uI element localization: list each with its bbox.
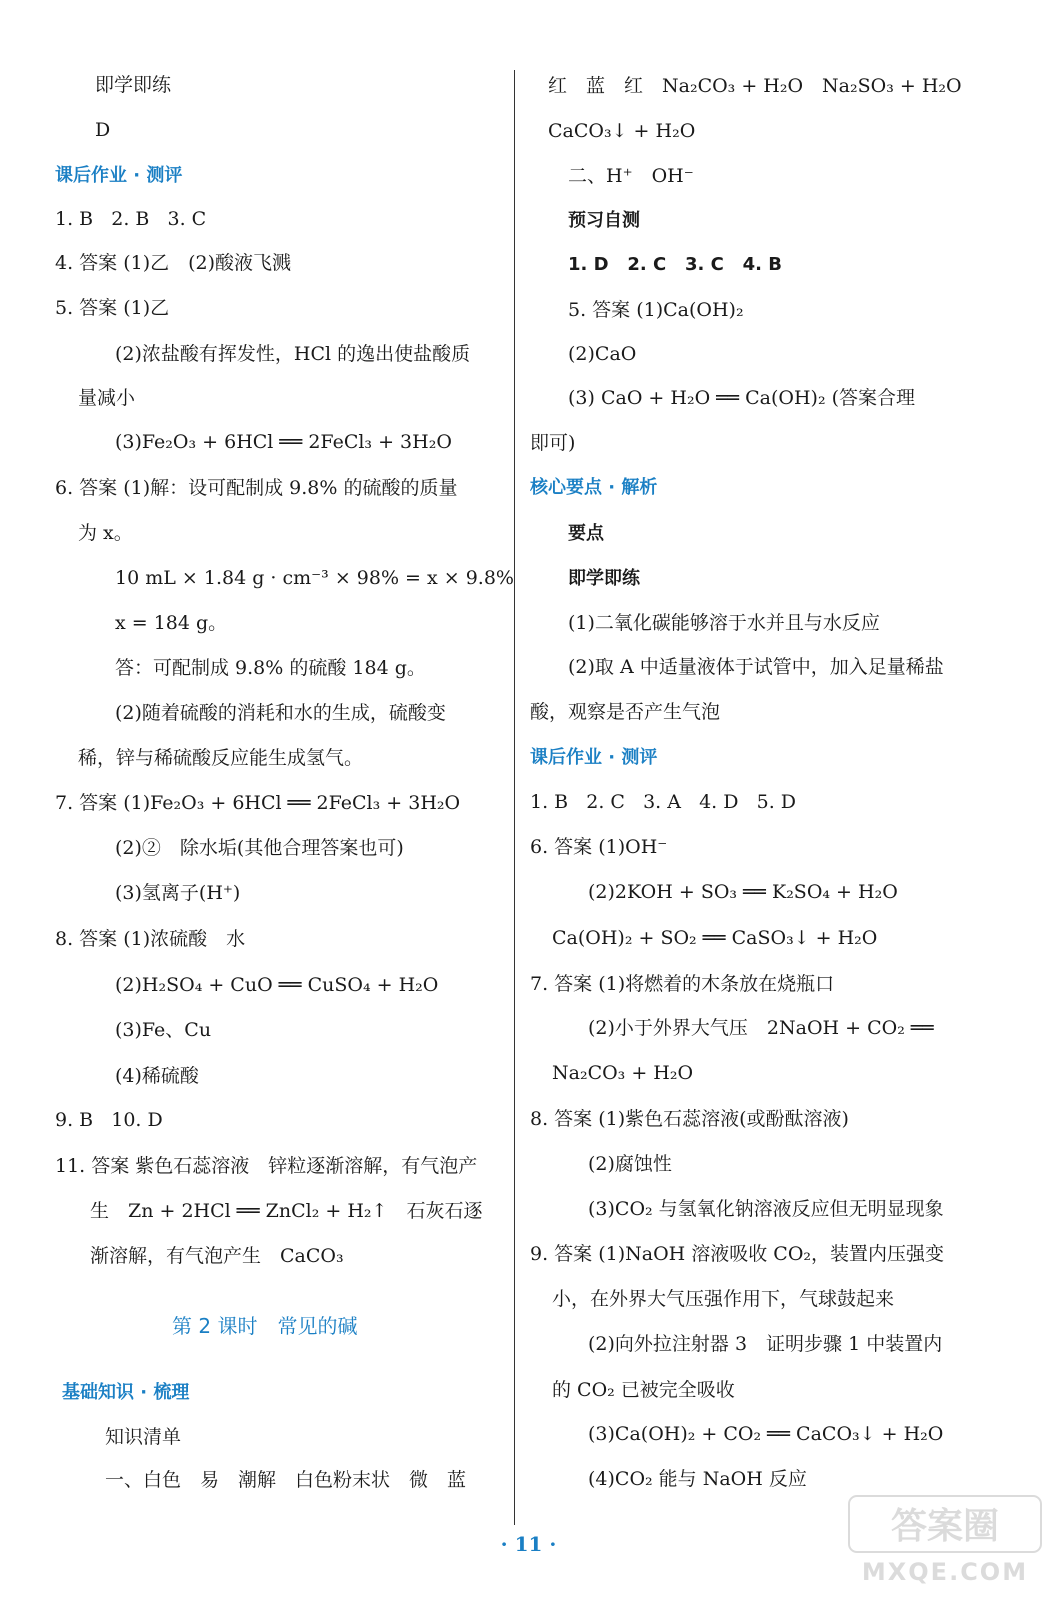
text-line: 6. 答案 (1)解：设可配制成 9.8% 的硫酸的质量 — [55, 477, 458, 499]
text-line: 答：可配制成 9.8% 的硫酸 184 g。 — [115, 657, 426, 679]
text-line: (2)浓盐酸有挥发性，HCl 的逸出使盐酸质 — [115, 343, 471, 365]
page-number: · 11 · — [500, 1532, 557, 1556]
text-line: 10 mL × 1.84 g · cm⁻³ × 98% = x × 9.8% — [115, 567, 514, 589]
text-line: 4. 答案 (1)乙 (2)酸液飞溅 — [55, 252, 292, 274]
text-line: D — [95, 119, 111, 141]
text-line: (2)H₂SO₄ + CuO ══ CuSO₄ + H₂O — [115, 974, 439, 996]
text-line: 1. D 2. C 3. C 4. B — [568, 254, 782, 275]
svg-text:答案圈: 答案圈 — [890, 1506, 1000, 1547]
text-line: 红 蓝 红 Na₂CO₃ + H₂O Na₂SO₃ + H₂O — [548, 75, 962, 97]
text-line: 小，在外界大气压强作用下，气球鼓起来 — [552, 1288, 895, 1310]
text-line: (2)向外拉注射器 3 证明步骤 1 中装置内 — [588, 1333, 943, 1355]
text-line: (2)腐蚀性 — [588, 1153, 672, 1175]
section-heading: 课后作业 · 测评 — [530, 747, 658, 768]
svg-text:MXQE.COM: MXQE.COM — [861, 1558, 1029, 1586]
text-line: 渐溶解，有气泡产生 CaCO₃ — [90, 1245, 344, 1267]
text-line: (2)2KOH + SO₃ ══ K₂SO₄ + H₂O — [588, 881, 898, 903]
text-line: 量减小 — [78, 387, 136, 409]
text-line: 1. B 2. B 3. C — [55, 208, 207, 230]
text-line: 1. B 2. C 3. A 4. D 5. D — [530, 791, 796, 813]
text-line: 一、白色 易 潮解 白色粉末状 微 蓝 — [105, 1469, 467, 1491]
watermark-logo — [845, 1490, 1045, 1590]
text-line: Na₂CO₃ + H₂O — [552, 1062, 694, 1084]
text-line: 7. 答案 (1)Fe₂O₃ + 6HCl ══ 2FeCl₃ + 3H₂O — [55, 792, 461, 814]
text-line: (2)小于外界大气压 2NaOH + CO₂ ══ — [588, 1017, 934, 1039]
section-heading: 基础知识 · 梳理 — [62, 1382, 190, 1403]
text-line: 7. 答案 (1)将燃着的木条放在烧瓶口 — [530, 973, 835, 995]
subheading: 即学即练 — [568, 568, 640, 589]
text-line: (2)② 除水垢(其他合理答案也可) — [115, 837, 404, 859]
chapter-title: 第 2 课时 常见的碱 — [172, 1314, 358, 1338]
text-line: (3)Fe、Cu — [115, 1019, 212, 1041]
column-divider — [514, 70, 515, 1525]
text-line: (3)Ca(OH)₂ + CO₂ ══ CaCO₃↓ + H₂O — [588, 1423, 944, 1445]
text-line: (4)稀硫酸 — [115, 1065, 199, 1087]
text-line: 5. 答案 (1)乙 — [55, 297, 170, 319]
text-line: 11. 答案 紫色石蕊溶液 锌粒逐渐溶解，有气泡产 — [55, 1155, 478, 1177]
text-line: 8. 答案 (1)浓硫酸 水 — [55, 928, 246, 950]
text-line: (3)氢离子(H⁺) — [115, 882, 241, 904]
text-line: 9. 答案 (1)NaOH 溶液吸收 CO₂，装置内压强变 — [530, 1243, 945, 1265]
text-line: Ca(OH)₂ + SO₂ ══ CaSO₃↓ + H₂O — [552, 927, 878, 949]
text-line: (2)随着硫酸的消耗和水的生成，硫酸变 — [115, 702, 446, 724]
section-heading: 课后作业 · 测评 — [55, 165, 183, 186]
text-line: 二、H⁺ OH⁻ — [568, 165, 694, 187]
text-line: (3)CO₂ 与氢氧化钠溶液反应但无明显现象 — [588, 1198, 944, 1220]
text-line: 即学即练 — [95, 74, 172, 96]
text-line: 9. B 10. D — [55, 1109, 163, 1131]
text-line: 5. 答案 (1)Ca(OH)₂ — [568, 299, 744, 321]
text-line: (4)CO₂ 能与 NaOH 反应 — [588, 1468, 807, 1490]
text-line: (2)取 A 中适量液体于试管中，加入足量稀盐 — [568, 656, 944, 678]
text-line: 8. 答案 (1)紫色石蕊溶液(或酚酞溶液) — [530, 1108, 849, 1130]
text-line: (3)Fe₂O₃ + 6HCl ══ 2FeCl₃ + 3H₂O — [115, 431, 452, 453]
text-line: 知识清单 — [105, 1426, 182, 1448]
text-line: 的 CO₂ 已被完全吸收 — [552, 1379, 735, 1401]
section-heading: 核心要点 · 解析 — [530, 477, 658, 498]
text-line: 酸，观察是否产生气泡 — [530, 701, 721, 723]
text-line: CaCO₃↓ + H₂O — [548, 120, 696, 142]
subheading: 要点 — [568, 523, 604, 544]
text-line: 稀，锌与稀硫酸反应能生成氢气。 — [78, 747, 364, 769]
text-line: (3) CaO + H₂O ══ Ca(OH)₂ (答案合理 — [568, 387, 916, 409]
subheading: 预习自测 — [568, 210, 640, 231]
text-line: x = 184 g。 — [115, 612, 228, 634]
text-line: 6. 答案 (1)OH⁻ — [530, 836, 668, 858]
text-line: (2)CaO — [568, 343, 637, 365]
text-line: (1)二氧化碳能够溶于水并且与水反应 — [568, 612, 880, 634]
text-line: 即可) — [530, 432, 576, 454]
text-line: 为 x。 — [78, 522, 133, 544]
text-line: 生 Zn + 2HCl ══ ZnCl₂ + H₂↑ 石灰石逐 — [90, 1200, 483, 1222]
